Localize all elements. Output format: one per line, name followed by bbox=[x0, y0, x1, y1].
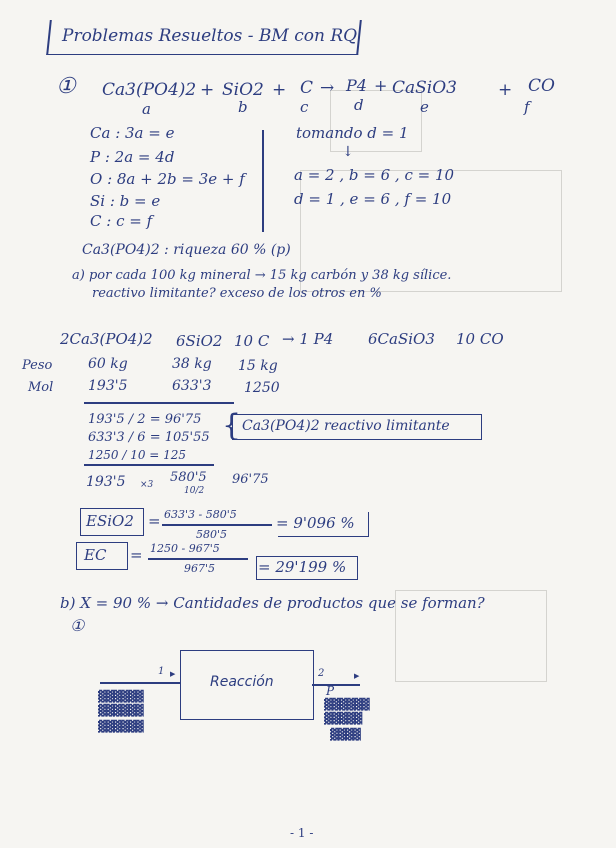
plus-4: + bbox=[498, 80, 513, 100]
outlet-arrowhead: ▶ bbox=[354, 672, 360, 680]
row-label-mol: Mol bbox=[28, 380, 54, 395]
ratio-underline bbox=[84, 464, 214, 466]
balanced-term-4: → 1 P4 bbox=[282, 330, 334, 348]
reactant-3: C bbox=[300, 78, 314, 98]
problem-number: ① bbox=[56, 74, 76, 99]
balanced-term-6: 10 CO bbox=[456, 330, 504, 348]
divider-line bbox=[262, 130, 264, 232]
mol-sio2: 633'3 bbox=[172, 378, 212, 394]
inlet-stream-number: 1 bbox=[158, 666, 165, 677]
balanced-term-5: 6CaSiO3 bbox=[368, 330, 435, 348]
plus-3: + bbox=[374, 76, 388, 95]
balanced-term-2: 6SiO2 bbox=[176, 332, 223, 350]
peso-ca3po42: 60 kg bbox=[88, 356, 128, 372]
peso-c: 15 kg bbox=[238, 358, 278, 374]
product-1: P4 bbox=[346, 76, 367, 95]
scribble-outlet-1: ▓▓▓▓▓▓ bbox=[324, 698, 369, 711]
scribble-inlet-3: ▓▓▓▓▓▓ bbox=[98, 720, 143, 733]
outlet-stream bbox=[312, 684, 360, 686]
reactant-1: Ca3(PO4)2 bbox=[102, 80, 197, 100]
mol-ca3po42: 193'5 bbox=[88, 378, 128, 394]
coef-b: b bbox=[238, 98, 248, 116]
excess-sio2-numerator: 633'3 - 580'5 bbox=[164, 508, 237, 521]
scribble-inlet-1: ▓▓▓▓▓▓ bbox=[98, 690, 143, 703]
richness-line: Ca3(PO4)2 : riqueza 60 % (p) bbox=[82, 242, 291, 258]
peso-sio2: 38 kg bbox=[172, 356, 212, 372]
excess-c-denominator: 967'5 bbox=[184, 562, 216, 575]
product-2: CaSiO3 bbox=[392, 78, 457, 98]
coef-c: c bbox=[300, 98, 309, 116]
reactant-2: SiO2 bbox=[222, 80, 264, 100]
brace: { bbox=[222, 408, 242, 443]
solution-line-1: a = 2 , b = 6 , c = 10 bbox=[294, 166, 455, 184]
excess-c-label: EC bbox=[84, 546, 107, 564]
separator-line bbox=[84, 402, 234, 404]
balanced-term-3: 10 C bbox=[234, 332, 270, 350]
coef-e: e bbox=[420, 98, 429, 116]
excess-sio2-denominator: 580'5 bbox=[196, 528, 228, 541]
part-b-number: ① bbox=[70, 616, 85, 635]
scribble-inlet-2: ▓▓▓▓▓▓ bbox=[98, 704, 143, 717]
balance-p: P : 2a = 4d bbox=[90, 148, 175, 166]
balance-si: Si : b = e bbox=[90, 192, 161, 210]
taking-d: tomando d = 1 bbox=[296, 124, 409, 142]
taking-arrow: ↓ bbox=[342, 144, 354, 160]
excess-c-fraction-bar bbox=[148, 558, 248, 560]
excess-c-result: = 29'199 % bbox=[258, 558, 347, 576]
inlet-stream bbox=[100, 682, 180, 684]
row-label-peso: Peso bbox=[22, 358, 53, 373]
bleed-through-figure bbox=[330, 90, 422, 152]
coef-d: d bbox=[354, 96, 364, 114]
ratio-ca3po42: 193'5 / 2 = 96'75 bbox=[88, 412, 202, 427]
coef-a: a bbox=[142, 100, 151, 118]
ratio-sio2: 633'3 / 6 = 105'55 bbox=[88, 430, 210, 445]
limitante-text: Ca3(PO4)2 reactivo limitante bbox=[242, 418, 450, 434]
chain-value-2-sub: 10/2 bbox=[184, 486, 205, 496]
excess-c-numerator: 1250 - 967'5 bbox=[150, 542, 220, 555]
page-number: - 1 - bbox=[290, 826, 314, 840]
outlet-stream-number: 2 bbox=[318, 668, 325, 679]
part-a-line-1: a) por cada 100 kg mineral → 15 kg carbón y 38 kg sílice. bbox=[72, 268, 452, 283]
part-b-line: b) X = 90 % → Cantidades de productos que se forman? bbox=[60, 594, 485, 612]
balance-o: O : 8a + 2b = 3e + f bbox=[90, 170, 245, 188]
excess-sio2-result: = 9'096 % bbox=[276, 514, 355, 532]
chain-value-2: 580'5 bbox=[170, 470, 207, 485]
ratio-c: 1250 / 10 = 125 bbox=[88, 448, 187, 462]
reaction-arrow: → bbox=[320, 78, 335, 98]
balanced-term-1: 2Ca3(PO4)2 bbox=[60, 330, 153, 348]
part-a-line-2: reactivo limitante? exceso de los otros en % bbox=[92, 286, 382, 301]
scribble-outlet-3: ▓▓▓▓ bbox=[330, 728, 360, 741]
balance-ca: Ca : 3a = e bbox=[90, 124, 175, 142]
mol-c: 1250 bbox=[244, 380, 280, 396]
inlet-arrowhead: ▶ bbox=[170, 670, 176, 678]
chain-value-3: 96'75 bbox=[232, 472, 269, 487]
chain-arrow: ×3 bbox=[140, 480, 154, 490]
chain-value-1: 193'5 bbox=[86, 474, 126, 490]
coef-f: f bbox=[524, 98, 530, 116]
excess-sio2-fraction-bar bbox=[162, 524, 272, 526]
page-title: Problemas Resueltos - BM con RQ bbox=[62, 26, 358, 46]
reactor-label: Reacción bbox=[210, 674, 274, 690]
excess-sio2-label: ESiO2 bbox=[86, 512, 134, 530]
plus-1: + bbox=[200, 80, 215, 100]
excess-sio2-eq: = bbox=[148, 512, 161, 530]
excess-c-eq: = bbox=[130, 546, 143, 564]
plus-2: + bbox=[272, 80, 287, 100]
scribble-outlet-2: ▓▓▓▓▓ bbox=[324, 712, 362, 725]
solution-line-2: d = 1 , e = 6 , f = 10 bbox=[294, 190, 452, 208]
balance-c: C : c = f bbox=[90, 212, 153, 230]
outlet-p: P bbox=[326, 684, 335, 698]
product-3: CO bbox=[528, 76, 555, 96]
